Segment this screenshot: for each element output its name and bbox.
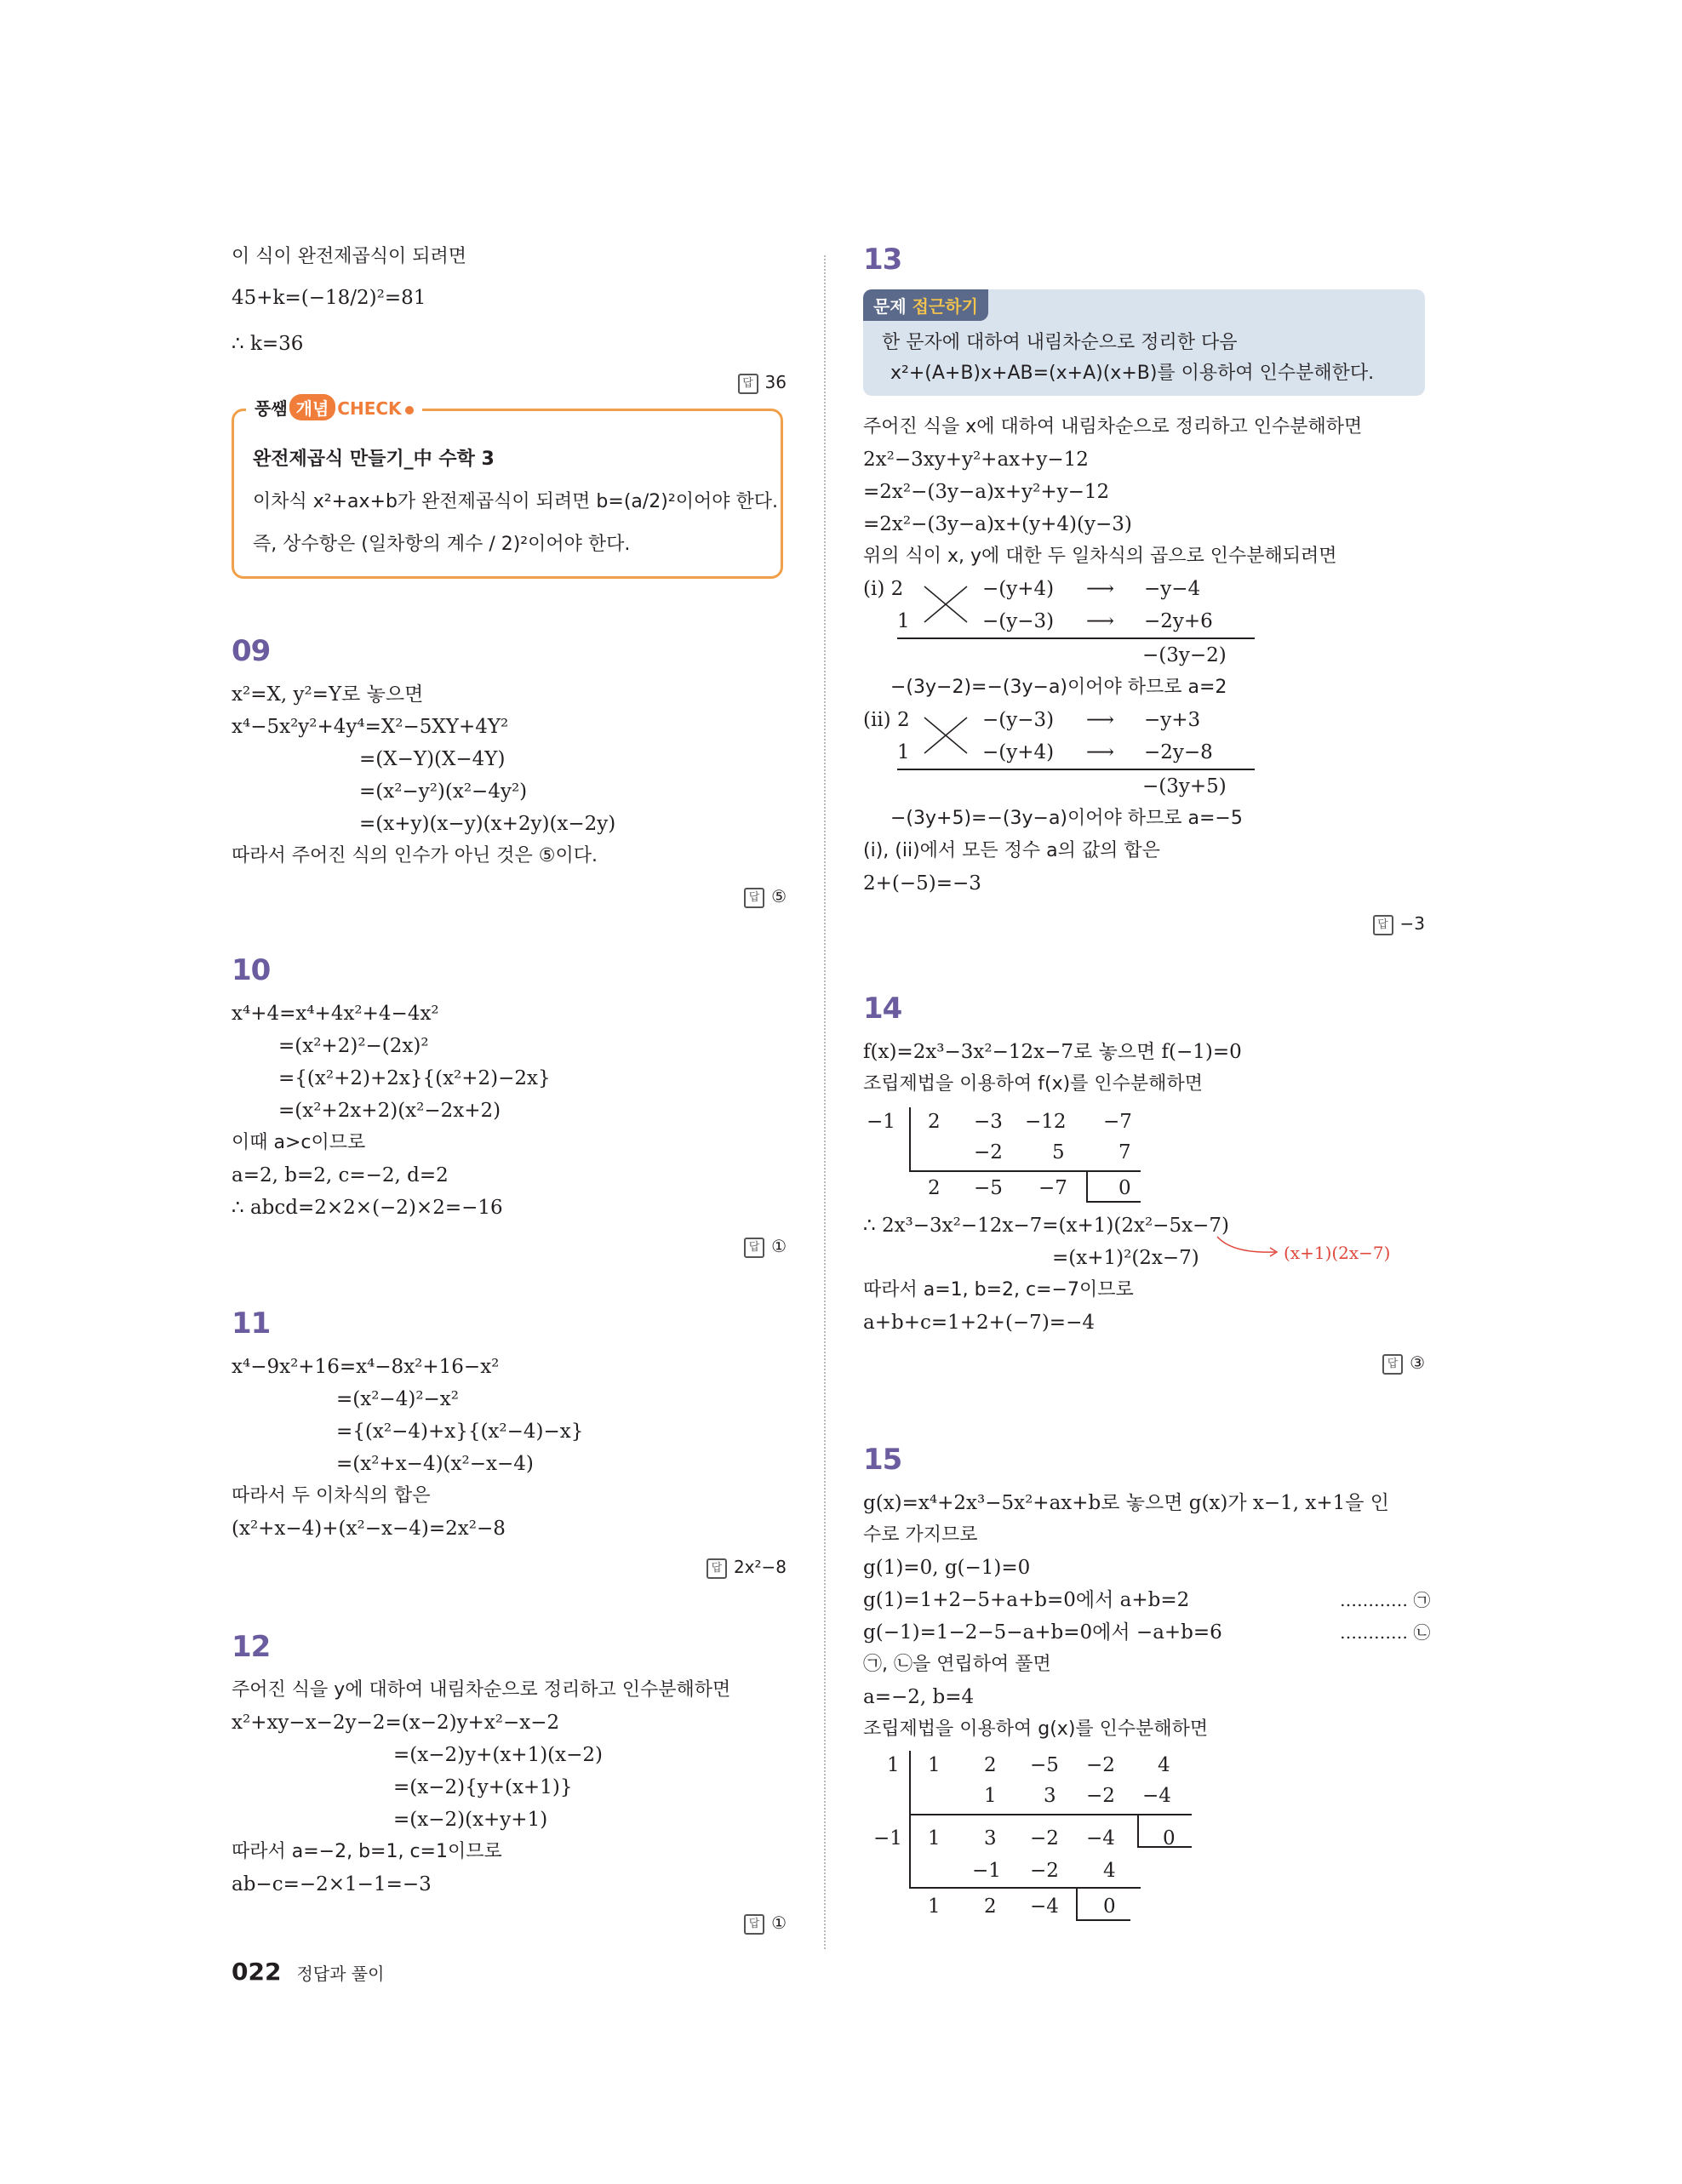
answer-label-icon: 답 — [738, 374, 758, 394]
solution-line: =(x²−y²)(x²−4y²) — [359, 780, 528, 803]
arrow-icon: ⟶ — [1086, 578, 1114, 600]
solution-line: 2+(−5)=−3 — [863, 872, 981, 895]
answer-label-icon: 답 — [744, 1914, 764, 1935]
solution-line: 조립제법을 이용하여 f(x)를 인수분해하면 — [863, 1073, 1203, 1095]
answer-label-icon: 답 — [1382, 1354, 1403, 1375]
solution-line: 따라서 주어진 식의 인수가 아닌 것은 ⑤이다. — [232, 845, 598, 866]
solution-line: =(x+1)²(2x−7) — [1052, 1247, 1199, 1269]
problem-number: 09 — [232, 634, 271, 668]
concept-check-title: 완전제곱식 만들기_中 수학 3 — [253, 449, 495, 470]
rule-line — [897, 637, 1255, 639]
intro-result: ∴ k=36 — [232, 333, 304, 355]
solution-line: g(1)=0, g(−1)=0 — [863, 1557, 1031, 1579]
rule-line — [909, 1887, 1141, 1889]
answer-intro: 답 36 — [738, 372, 787, 394]
solution-line: =(x²+2)²−(2x)² — [278, 1035, 429, 1057]
rule-line — [909, 1107, 911, 1170]
rule-line — [909, 1170, 1141, 1172]
answer-14: 답 ③ — [1382, 1352, 1425, 1375]
problem-number: 15 — [863, 1443, 902, 1477]
approach-tag: 문제 접근하기 — [863, 289, 988, 321]
solution-line: =(x−2)(x+y+1) — [393, 1809, 548, 1831]
solution-line: =(x²+x−4)(x²−x−4) — [336, 1453, 534, 1475]
problem-number: 11 — [232, 1306, 271, 1341]
rule-line — [1086, 1170, 1088, 1201]
problem-number: 13 — [863, 243, 902, 277]
solution-line: 이때 a>c이므로 — [232, 1132, 366, 1153]
page-number: 022 — [232, 1958, 282, 1986]
solution-line: x²=X, y²=Y로 놓으면 — [232, 683, 424, 706]
solution-line: −(3y+5)=−(3y−a)이어야 하므로 a=−5 — [890, 808, 1243, 829]
answer-label-icon: 답 — [1373, 915, 1393, 935]
dot-icon — [405, 406, 414, 415]
cross-icon — [921, 581, 972, 629]
solution-line: ={(x²−4)+x}{(x²−4)−x} — [336, 1421, 584, 1443]
rule-line — [909, 1751, 911, 1814]
solution-line: 2x²−3xy+y²+ax+y−12 — [863, 449, 1089, 471]
concept-check-line: 이차식 x²+ax+b가 완전제곱식이 되려면 b=(a/2)²이어야 한다. — [253, 491, 778, 512]
arrow-icon: ⟶ — [1086, 709, 1114, 731]
rule-line — [909, 1814, 911, 1887]
answer-label-icon: 답 — [707, 1558, 727, 1579]
solution-line: =2x²−(3y−a)x+(y+4)(y−3) — [863, 513, 1132, 535]
column-divider — [824, 255, 826, 1949]
solution-line: =(x−2)y+(x+1)(x−2) — [393, 1744, 604, 1766]
problem-number: 10 — [232, 953, 271, 987]
arrow-icon: ⟶ — [1086, 741, 1114, 763]
answer-10: 답 ① — [744, 1236, 787, 1258]
answer-09: 답 ⑤ — [744, 886, 787, 908]
answer-12: 답 ① — [744, 1912, 787, 1935]
solution-line: =(x²+2x+2)(x²−2x+2) — [278, 1100, 501, 1122]
page-footer — [232, 1958, 384, 1986]
concept-check-box — [232, 398, 783, 579]
annotation-note: (x+1)(2x−7) — [1284, 1243, 1391, 1263]
approach-box — [863, 289, 1425, 396]
approach-line: x²+(A+B)x+AB=(x+A)(x+B)를 이용하여 인수분해한다. — [890, 363, 1375, 384]
cross-icon — [921, 712, 972, 760]
solution-line: =(X−Y)(X−4Y) — [359, 748, 506, 770]
solution-line: =(x−2){y+(x+1)} — [393, 1776, 573, 1798]
rule-line — [1076, 1887, 1078, 1919]
annotation-arrow-icon — [1216, 1235, 1284, 1261]
rule-line — [909, 1814, 1192, 1815]
equation-mark: ………… ㉠ — [1340, 1590, 1431, 1610]
solution-line: x⁴+4=x⁴+4x²+4−4x² — [232, 1003, 439, 1025]
solution-line: 조립제법을 이용하여 g(x)를 인수분해하면 — [863, 1718, 1209, 1740]
answer-label-icon: 답 — [744, 1238, 764, 1258]
solution-line: =2x²−(3y−a)x+y²+y−12 — [863, 481, 1110, 503]
solution-line: a=2, b=2, c=−2, d=2 — [232, 1164, 449, 1186]
concept-check-line: 즉, 상수항은 (일차항의 계수 / 2)²이어야 한다. — [253, 534, 631, 555]
solution-line: 따라서 a=1, b=2, c=−7이므로 — [863, 1279, 1134, 1301]
intro-equation: 45+k=(−18/2)²=81 — [232, 287, 426, 309]
answer-13: 답 −3 — [1373, 913, 1425, 935]
solution-line: 따라서 a=−2, b=1, c=1이므로 — [232, 1841, 502, 1862]
intro-line: 이 식이 완전제곱식이 되려면 — [232, 246, 467, 267]
rule-line — [1086, 1201, 1141, 1203]
solution-line: ={(x²+2)+2x}{(x²+2)−2x} — [278, 1067, 551, 1089]
solution-line: ∴ abcd=2×2×(−2)×2=−16 — [232, 1197, 503, 1219]
solution-line: 위의 식이 x, y에 대한 두 일차식의 곱으로 인수분해되려면 — [863, 546, 1337, 567]
rule-line — [1137, 1814, 1139, 1846]
answer-11: 답 2x²−8 — [707, 1557, 787, 1579]
solution-line: 주어진 식을 x에 대하여 내림차순으로 정리하고 인수분해하면 — [863, 416, 1363, 437]
solution-line: g(−1)=1−2−5−a+b=0에서 −a+b=6 — [863, 1621, 1222, 1644]
concept-check-header: 풍쌤 개념 CHECK — [246, 394, 422, 420]
approach-line: 한 문자에 대하여 내림차순으로 정리한 다음 — [882, 332, 1238, 353]
solution-line: ab−c=−2×1−1=−3 — [232, 1873, 432, 1895]
arrow-icon: ⟶ — [1086, 610, 1114, 632]
solution-line: 수로 가지므로 — [863, 1524, 978, 1546]
solution-line: 주어진 식을 y에 대하여 내림차순으로 정리하고 인수분해하면 — [232, 1679, 731, 1701]
solution-line: =(x²−4)²−x² — [336, 1388, 459, 1410]
problem-number: 14 — [863, 992, 902, 1026]
solution-line: ∴ 2x³−3x²−12x−7=(x+1)(2x²−5x−7) — [863, 1215, 1229, 1237]
solution-line: 따라서 두 이차식의 합은 — [232, 1485, 431, 1507]
solution-line: x²+xy−x−2y−2=(x−2)y+x²−x−2 — [232, 1712, 560, 1734]
solution-line: a+b+c=1+2+(−7)=−4 — [863, 1312, 1095, 1334]
solution-line: g(1)=1+2−5+a+b=0에서 a+b=2 — [863, 1589, 1190, 1611]
solution-line: g(x)=x⁴+2x³−5x²+ax+b로 놓으면 g(x)가 x−1, x+1을 인 — [863, 1492, 1390, 1514]
answer-label-icon: 답 — [744, 888, 764, 908]
solution-line: (i), (ii)에서 모든 정수 a의 값의 합은 — [863, 840, 1160, 861]
solution-line: −(3y−2)=−(3y−a)이어야 하므로 a=2 — [890, 677, 1227, 698]
footer-label: 정답과 풀이 — [296, 1964, 385, 1984]
problem-number: 12 — [232, 1630, 271, 1664]
equation-mark: ………… ㉡ — [1340, 1622, 1431, 1643]
solution-line: f(x)=2x³−3x²−12x−7로 놓으면 f(−1)=0 — [863, 1041, 1242, 1063]
solution-line: (x²+x−4)+(x²−x−4)=2x²−8 — [232, 1518, 506, 1540]
solution-line: =(x+y)(x−y)(x+2y)(x−2y) — [359, 813, 616, 835]
rule-line — [897, 769, 1255, 770]
solution-line: x⁴−9x²+16=x⁴−8x²+16−x² — [232, 1356, 500, 1378]
solution-line: ㉠, ㉡을 연립하여 풀면 — [863, 1654, 1051, 1675]
solution-line: a=−2, b=4 — [863, 1686, 975, 1708]
solution-line: x⁴−5x²y²+4y⁴=X²−5XY+4Y² — [232, 716, 509, 738]
